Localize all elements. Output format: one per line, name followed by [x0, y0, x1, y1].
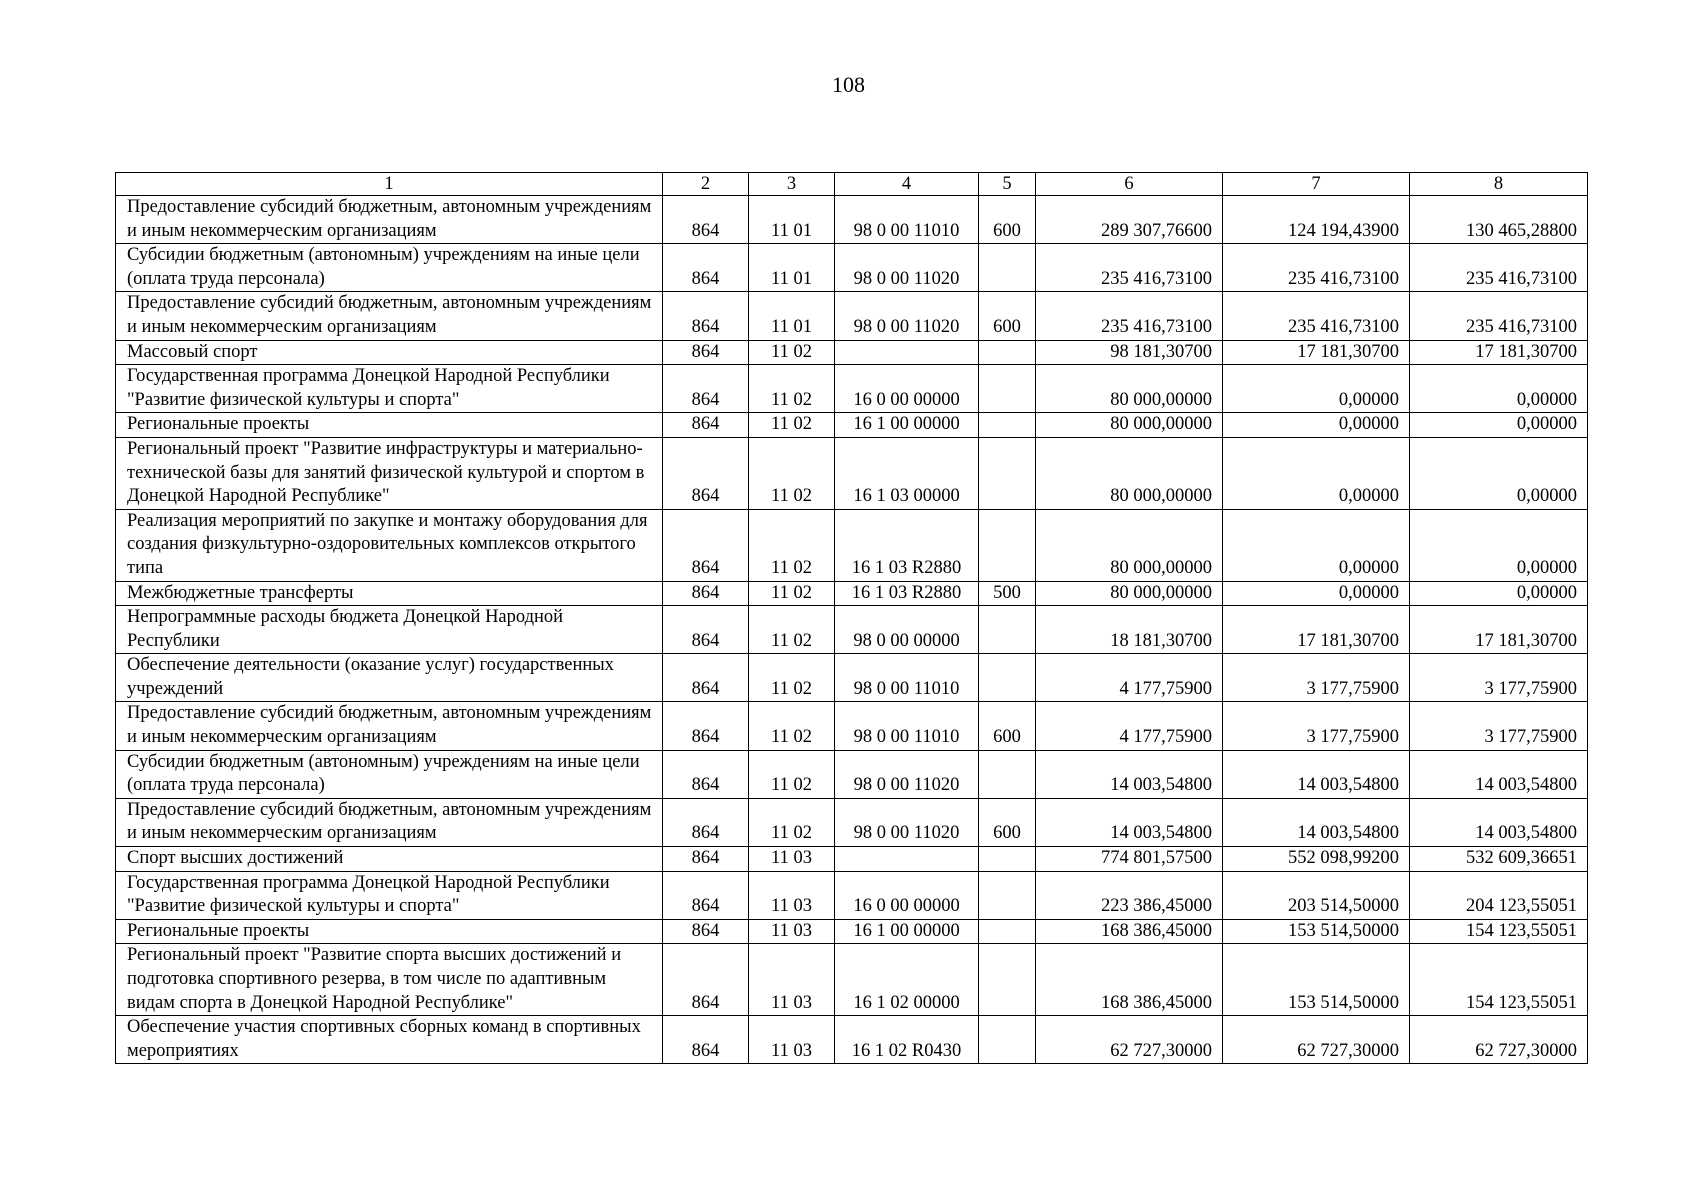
expense-type-cell	[979, 871, 1036, 919]
target-article-cell: 98 0 00 11020	[835, 244, 979, 292]
amount-col6-cell: 14 003,54800	[1036, 750, 1223, 798]
amount-col7-cell: 235 416,73100	[1223, 244, 1410, 292]
amount-col7-cell: 203 514,50000	[1223, 871, 1410, 919]
table-row	[116, 509, 1588, 581]
budget-table	[115, 172, 1588, 1064]
row-name-cell: Государственная программа Донецкой Народной Республики "Развитие физической культуры и спорта"	[116, 365, 663, 413]
expense-type-cell: 600	[979, 798, 1036, 846]
expense-type-cell	[979, 944, 1036, 1016]
amount-col7-cell: 17 181,30700	[1223, 340, 1410, 365]
table-row	[116, 654, 1588, 702]
row-name-cell: Обеспечение участия спортивных сборных команд в спортивных мероприятиях	[116, 1016, 663, 1064]
amount-col8-cell: 204 123,55051	[1410, 871, 1588, 919]
section-code-cell: 11 01	[749, 196, 835, 244]
table-row	[116, 340, 1588, 365]
amount-col7-cell: 3 177,75900	[1223, 702, 1410, 750]
section-code-cell: 11 01	[749, 244, 835, 292]
ministry-code-cell: 864	[663, 365, 749, 413]
amount-col6-cell: 168 386,45000	[1036, 919, 1223, 944]
row-name-cell: Непрограммные расходы бюджета Донецкой Народной Республики	[116, 606, 663, 654]
section-code-cell: 11 02	[749, 606, 835, 654]
amount-col6-cell: 223 386,45000	[1036, 871, 1223, 919]
amount-col6-cell: 4 177,75900	[1036, 654, 1223, 702]
section-code-cell: 11 03	[749, 847, 835, 872]
row-name-cell: Региональный проект "Развитие спорта высших достижений и подготовка спортивного резерва, в том числе по адаптивным видам спорта в Донецкой Народной Республике"	[116, 944, 663, 1016]
amount-col7-cell: 124 194,43900	[1223, 196, 1410, 244]
section-code-cell: 11 02	[749, 581, 835, 606]
table-row	[116, 871, 1588, 919]
target-article-cell	[835, 847, 979, 872]
table-row	[116, 847, 1588, 872]
table-row	[116, 413, 1588, 438]
amount-col6-cell: 80 000,00000	[1036, 509, 1223, 581]
section-code-cell: 11 02	[749, 365, 835, 413]
amount-col7-cell: 153 514,50000	[1223, 944, 1410, 1016]
expense-type-cell	[979, 340, 1036, 365]
amount-col8-cell: 0,00000	[1410, 509, 1588, 581]
expense-type-cell: 500	[979, 581, 1036, 606]
amount-col6-cell: 4 177,75900	[1036, 702, 1223, 750]
amount-col6-cell: 80 000,00000	[1036, 365, 1223, 413]
target-article-cell: 16 1 03 R2880	[835, 509, 979, 581]
table-row	[116, 244, 1588, 292]
row-name-cell: Региональные проекты	[116, 919, 663, 944]
table-body	[116, 173, 1588, 1064]
expense-type-cell	[979, 750, 1036, 798]
expense-type-cell	[979, 1016, 1036, 1064]
amount-col7-cell: 62 727,30000	[1223, 1016, 1410, 1064]
row-name-cell: Межбюджетные трансферты	[116, 581, 663, 606]
amount-col8-cell: 62 727,30000	[1410, 1016, 1588, 1064]
header-cell: 4	[835, 173, 979, 196]
amount-col8-cell: 532 609,36651	[1410, 847, 1588, 872]
ministry-code-cell: 864	[663, 847, 749, 872]
expense-type-cell	[979, 365, 1036, 413]
section-code-cell: 11 01	[749, 292, 835, 340]
expense-type-cell	[979, 509, 1036, 581]
amount-col6-cell: 18 181,30700	[1036, 606, 1223, 654]
ministry-code-cell: 864	[663, 244, 749, 292]
section-code-cell: 11 02	[749, 413, 835, 438]
row-name-cell: Государственная программа Донецкой Народной Республики "Развитие физической культуры и спорта"	[116, 871, 663, 919]
header-cell: 1	[116, 173, 663, 196]
table-row	[116, 196, 1588, 244]
amount-col8-cell: 130 465,28800	[1410, 196, 1588, 244]
target-article-cell: 16 1 03 00000	[835, 437, 979, 509]
amount-col8-cell: 3 177,75900	[1410, 702, 1588, 750]
target-article-cell: 98 0 00 11010	[835, 702, 979, 750]
table-row	[116, 750, 1588, 798]
ministry-code-cell: 864	[663, 798, 749, 846]
row-name-cell: Обеспечение деятельности (оказание услуг) государственных учреждений	[116, 654, 663, 702]
ministry-code-cell: 864	[663, 919, 749, 944]
amount-col6-cell: 235 416,73100	[1036, 292, 1223, 340]
amount-col6-cell: 80 000,00000	[1036, 437, 1223, 509]
expense-type-cell	[979, 919, 1036, 944]
target-article-cell: 98 0 00 11020	[835, 292, 979, 340]
table-header-row	[116, 173, 1588, 196]
expense-type-cell: 600	[979, 292, 1036, 340]
table-row	[116, 798, 1588, 846]
ministry-code-cell: 864	[663, 437, 749, 509]
ministry-code-cell: 864	[663, 654, 749, 702]
target-article-cell: 16 1 00 00000	[835, 413, 979, 438]
amount-col7-cell: 14 003,54800	[1223, 798, 1410, 846]
section-code-cell: 11 02	[749, 437, 835, 509]
target-article-cell: 98 0 00 00000	[835, 606, 979, 654]
target-article-cell: 16 1 00 00000	[835, 919, 979, 944]
ministry-code-cell: 864	[663, 196, 749, 244]
header-cell: 5	[979, 173, 1036, 196]
target-article-cell: 16 1 02 00000	[835, 944, 979, 1016]
header-cell: 8	[1410, 173, 1588, 196]
amount-col6-cell: 235 416,73100	[1036, 244, 1223, 292]
amount-col8-cell: 0,00000	[1410, 581, 1588, 606]
expense-type-cell	[979, 413, 1036, 438]
table-row	[116, 1016, 1588, 1064]
amount-col7-cell: 14 003,54800	[1223, 750, 1410, 798]
target-article-cell: 98 0 00 11010	[835, 654, 979, 702]
table-row	[116, 944, 1588, 1016]
ministry-code-cell: 864	[663, 606, 749, 654]
ministry-code-cell: 864	[663, 340, 749, 365]
amount-col7-cell: 0,00000	[1223, 413, 1410, 438]
amount-col7-cell: 0,00000	[1223, 365, 1410, 413]
table-row	[116, 437, 1588, 509]
ministry-code-cell: 864	[663, 292, 749, 340]
expense-type-cell	[979, 437, 1036, 509]
ministry-code-cell: 864	[663, 581, 749, 606]
row-name-cell: Реализация мероприятий по закупке и монтажу оборудования для создания физкультурно-оздоровительных комплексов открытого типа	[116, 509, 663, 581]
expense-type-cell	[979, 654, 1036, 702]
table-row	[116, 702, 1588, 750]
target-article-cell: 98 0 00 11020	[835, 798, 979, 846]
amount-col8-cell: 235 416,73100	[1410, 292, 1588, 340]
amount-col6-cell: 168 386,45000	[1036, 944, 1223, 1016]
amount-col8-cell: 235 416,73100	[1410, 244, 1588, 292]
amount-col8-cell: 154 123,55051	[1410, 919, 1588, 944]
amount-col7-cell: 0,00000	[1223, 509, 1410, 581]
header-cell: 6	[1036, 173, 1223, 196]
header-cell: 3	[749, 173, 835, 196]
page-number: 108	[832, 72, 865, 97]
ministry-code-cell: 864	[663, 944, 749, 1016]
target-article-cell: 98 0 00 11010	[835, 196, 979, 244]
header-cell: 2	[663, 173, 749, 196]
target-article-cell: 98 0 00 11020	[835, 750, 979, 798]
row-name-cell: Спорт высших достижений	[116, 847, 663, 872]
amount-col8-cell: 17 181,30700	[1410, 340, 1588, 365]
row-name-cell: Предоставление субсидий бюджетным, автономным учреждениям и иным некоммерческим организациям	[116, 196, 663, 244]
expense-type-cell: 600	[979, 702, 1036, 750]
ministry-code-cell: 864	[663, 702, 749, 750]
ministry-code-cell: 864	[663, 413, 749, 438]
amount-col7-cell: 3 177,75900	[1223, 654, 1410, 702]
amount-col6-cell: 14 003,54800	[1036, 798, 1223, 846]
table-row	[116, 919, 1588, 944]
amount-col8-cell: 14 003,54800	[1410, 750, 1588, 798]
section-code-cell: 11 02	[749, 340, 835, 365]
section-code-cell: 11 02	[749, 509, 835, 581]
amount-col8-cell: 14 003,54800	[1410, 798, 1588, 846]
section-code-cell: 11 02	[749, 702, 835, 750]
amount-col6-cell: 62 727,30000	[1036, 1016, 1223, 1064]
row-name-cell: Субсидии бюджетным (автономным) учреждениям на иные цели (оплата труда персонала)	[116, 750, 663, 798]
expense-type-cell	[979, 606, 1036, 654]
section-code-cell: 11 03	[749, 871, 835, 919]
table-row	[116, 292, 1588, 340]
section-code-cell: 11 02	[749, 750, 835, 798]
row-name-cell: Региональные проекты	[116, 413, 663, 438]
amount-col8-cell: 0,00000	[1410, 413, 1588, 438]
target-article-cell: 16 0 00 00000	[835, 365, 979, 413]
ministry-code-cell: 864	[663, 871, 749, 919]
section-code-cell: 11 03	[749, 944, 835, 1016]
amount-col8-cell: 154 123,55051	[1410, 944, 1588, 1016]
expense-type-cell	[979, 244, 1036, 292]
target-article-cell: 16 1 03 R2880	[835, 581, 979, 606]
expense-type-cell: 600	[979, 196, 1036, 244]
amount-col7-cell: 235 416,73100	[1223, 292, 1410, 340]
amount-col7-cell: 0,00000	[1223, 581, 1410, 606]
target-article-cell: 16 1 02 R0430	[835, 1016, 979, 1064]
table-row	[116, 365, 1588, 413]
section-code-cell: 11 03	[749, 919, 835, 944]
amount-col6-cell: 289 307,76600	[1036, 196, 1223, 244]
target-article-cell: 16 0 00 00000	[835, 871, 979, 919]
row-name-cell: Массовый спорт	[116, 340, 663, 365]
amount-col6-cell: 80 000,00000	[1036, 413, 1223, 438]
amount-col6-cell: 98 181,30700	[1036, 340, 1223, 365]
row-name-cell: Субсидии бюджетным (автономным) учреждениям на иные цели (оплата труда персонала)	[116, 244, 663, 292]
amount-col8-cell: 0,00000	[1410, 437, 1588, 509]
section-code-cell: 11 02	[749, 798, 835, 846]
row-name-cell: Предоставление субсидий бюджетным, автономным учреждениям и иным некоммерческим организациям	[116, 798, 663, 846]
amount-col7-cell: 0,00000	[1223, 437, 1410, 509]
row-name-cell: Предоставление субсидий бюджетным, автономным учреждениям и иным некоммерческим организациям	[116, 292, 663, 340]
ministry-code-cell: 864	[663, 1016, 749, 1064]
table-row	[116, 581, 1588, 606]
amount-col8-cell: 0,00000	[1410, 365, 1588, 413]
amount-col7-cell: 153 514,50000	[1223, 919, 1410, 944]
header-cell: 7	[1223, 173, 1410, 196]
row-name-cell: Предоставление субсидий бюджетным, автономным учреждениям и иным некоммерческим организациям	[116, 702, 663, 750]
amount-col8-cell: 17 181,30700	[1410, 606, 1588, 654]
table-row	[116, 606, 1588, 654]
amount-col6-cell: 774 801,57500	[1036, 847, 1223, 872]
row-name-cell: Региональный проект "Развитие инфраструктуры и материально-технической базы для занятий физической культурой и спортом в Донецкой Народной Республике"	[116, 437, 663, 509]
amount-col7-cell: 17 181,30700	[1223, 606, 1410, 654]
target-article-cell	[835, 340, 979, 365]
section-code-cell: 11 03	[749, 1016, 835, 1064]
amount-col7-cell: 552 098,99200	[1223, 847, 1410, 872]
section-code-cell: 11 02	[749, 654, 835, 702]
expense-type-cell	[979, 847, 1036, 872]
amount-col6-cell: 80 000,00000	[1036, 581, 1223, 606]
ministry-code-cell: 864	[663, 509, 749, 581]
ministry-code-cell: 864	[663, 750, 749, 798]
amount-col8-cell: 3 177,75900	[1410, 654, 1588, 702]
